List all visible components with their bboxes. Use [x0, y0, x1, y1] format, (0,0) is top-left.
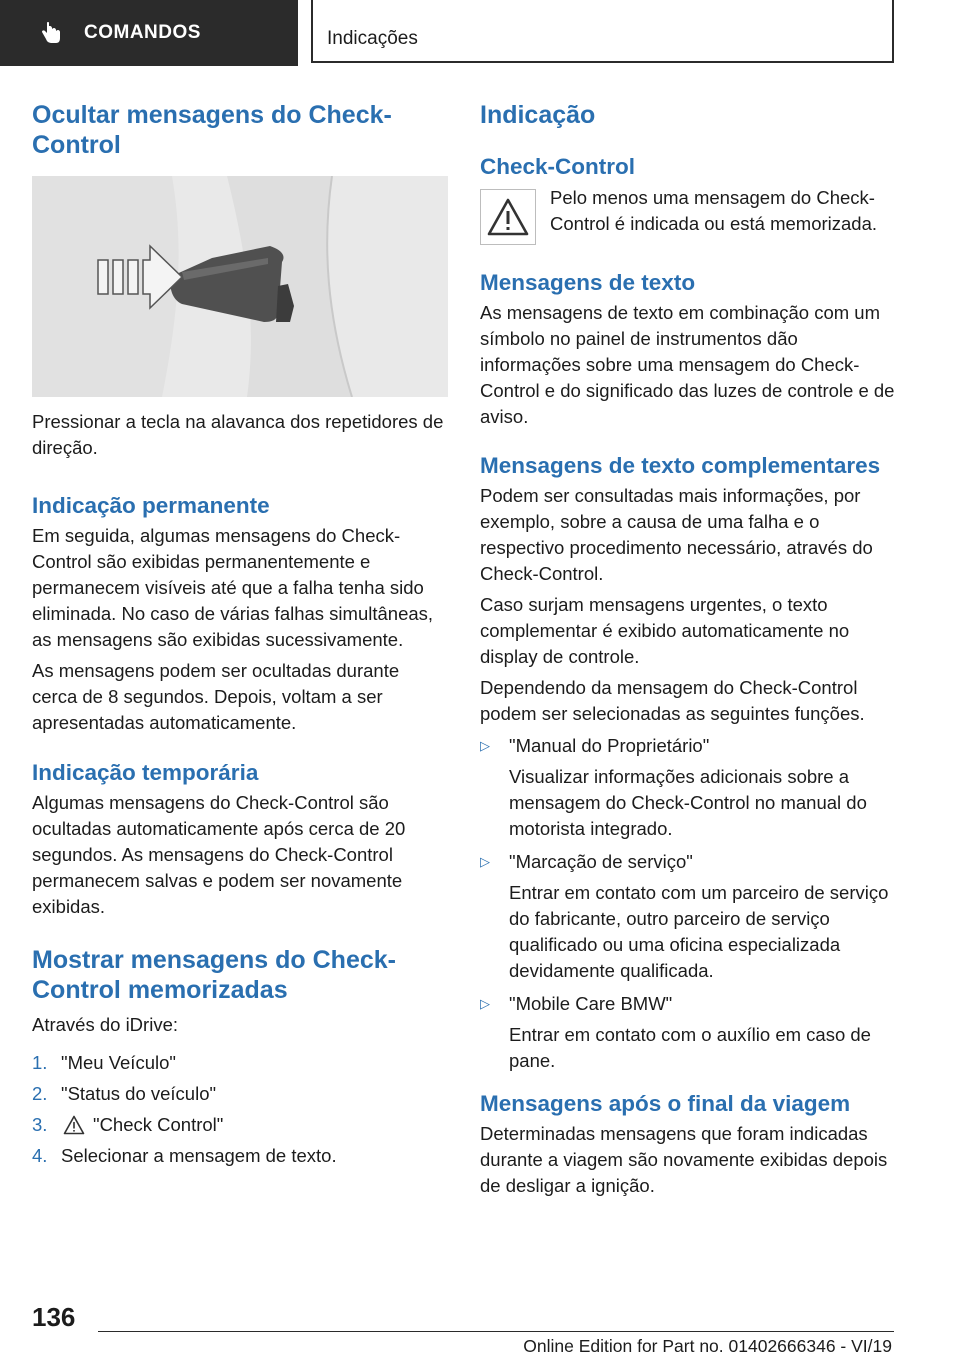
temporary-heading: Indicação temporária: [32, 760, 259, 785]
bullet-triangle-icon: ▷: [480, 996, 490, 1011]
supplementary-text-3: Dependendo da mensagem do Check-Control podem ser selecionadas as seguintes funções.: [480, 677, 865, 724]
permanent-text-2: As mensagens podem ser ocultadas durante cerca de 8 segundos. Depois, voltam a ser apresentadas automaticamente.: [32, 660, 400, 733]
turn-signal-lever-illustration: [32, 176, 448, 397]
permanent-heading: Indicação permanente: [32, 493, 270, 518]
left-column: [32, 100, 448, 1174]
section-label: COMANDOS: [84, 22, 201, 43]
text-messages-heading: Mensagens de texto: [480, 270, 696, 295]
list-item: ▷ "Marcação de serviço" Entrar em contato com um parceiro de serviço do fabricante, outro parceiro de serviço qualificado ou uma oficina especializada devidamente qualificada.: [480, 849, 900, 984]
check-control-text: Pelo menos uma mensagem do Check-Control é indicada ou está memorizada.: [550, 187, 878, 234]
step-item: 4. Selecionar a mensagem de texto.: [32, 1145, 337, 1166]
step-item: 1. "Meu Veículo": [32, 1052, 176, 1073]
topic-label: Indicações: [327, 28, 418, 49]
warning-triangle-icon: [480, 189, 536, 245]
check-control-note: [480, 189, 900, 245]
text-messages-text: As mensagens de texto em combinação com um símbolo no painel de instrumentos dão informações sobre uma mensagem do Check-Control e do significado das luzes de controle e de aviso.: [480, 302, 895, 427]
list-item: ▷ "Mobile Care BMW" Entrar em contato com o auxílio em caso de pane.: [480, 991, 900, 1074]
show-messages-title: Mostrar mensagens do Check-Control memorizadas: [32, 946, 396, 1004]
check-control-heading: Check-Control: [480, 154, 636, 179]
step-item: 2. "Status do veículo": [32, 1083, 217, 1104]
page-number: 136: [32, 1302, 76, 1332]
edition-note: Online Edition for Part no. 01402666346 - VI/19: [523, 1336, 892, 1356]
after-trip-text: Determinadas mensagens que foram indicadas durante a viagem são novamente exibidas depois de desligar a ignição.: [480, 1123, 888, 1196]
right-column: [480, 100, 900, 1199]
bullet-triangle-icon: ▷: [480, 854, 490, 869]
step-item: 3. "Check Control": [32, 1114, 224, 1135]
page-header: [0, 0, 960, 66]
indication-title: Indicação: [480, 101, 596, 129]
topic-tab[interactable]: [311, 0, 894, 63]
supplementary-text-2: Caso surjam mensagens urgentes, o texto complementar é exibido automaticamente no display de controle.: [480, 594, 850, 667]
footer-divider: [98, 1331, 894, 1332]
permanent-text-1: Em seguida, algumas mensagens do Check-Control são exibidas permanentemente e permanecem visíveis até que a falha tenha sido eliminada. No caso de várias falhas simultâneas, as mensagens são exibidas sucessivamente.: [32, 525, 434, 650]
idrive-steps: [32, 1050, 448, 1169]
function-list: [480, 733, 900, 1074]
hide-messages-title: Ocultar mensagens do Check-Control: [32, 101, 392, 159]
hand-pointer-icon: [40, 21, 62, 45]
supplementary-heading: Mensagens de texto complementares: [480, 453, 881, 478]
warning-triangle-icon: [63, 1115, 85, 1135]
figure-caption: Pressionar a tecla na alavanca dos repetidores de direção.: [32, 411, 444, 458]
lever-drawing: [32, 176, 448, 397]
section-tab[interactable]: [0, 0, 298, 66]
supplementary-text-1: Podem ser consultadas mais informações, por exemplo, sobre a causa de uma falha e o respectivo procedimento necessário, através do Check-Control.: [480, 485, 873, 584]
after-trip-heading: Mensagens após o final da viagem: [480, 1091, 851, 1116]
list-item: ▷ "Manual do Proprietário" Visualizar informações adicionais sobre a mensagem do Check-Control no manual do motorista integrado.: [480, 733, 900, 842]
idrive-intro: Através do iDrive:: [32, 1014, 178, 1035]
temporary-text-1: Algumas mensagens do Check-Control são ocultadas automaticamente após cerca de 20 segundos. As mensagens do Check-Control permanecem salvas e podem ser novamente exibidas.: [32, 792, 406, 917]
bullet-triangle-icon: ▷: [480, 738, 490, 753]
